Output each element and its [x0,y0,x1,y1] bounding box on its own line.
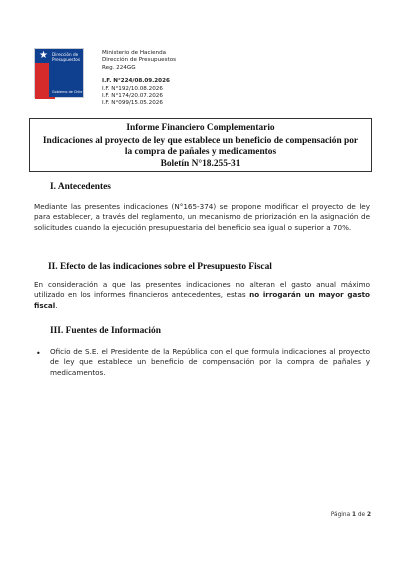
section-3-text: Oficio de S.E. el Presidente de la República con el que formula indicaciones al proyecto de ley que establece un beneficio de compensación por la compra de pañales y medicamentos. [50,347,370,377]
section-1-heading: I. Antecedentes [50,182,111,192]
title-line-3: Boletín N°18.255-31 [160,159,241,169]
page-number: Página 1 de 2 [330,512,371,518]
title-line-2: Indicaciones al proyecto de ley que establece un beneficio de compensación por la compra de pañales y medicamentos [42,136,359,157]
flag-mark [35,49,49,97]
logo-footer: Gobierno de Chile [52,90,83,94]
title-line-1: Informe Financiero Complementario [126,123,275,133]
logo-text-2: Presupuestos [52,57,80,62]
direction: Dirección de Presupuestos [102,57,177,64]
section-2-heading: II. Efecto de las indicaciones sobre el Presupuesto Fiscal [48,262,272,272]
dipres-logo [34,48,84,98]
ref-4: I.F. N°099/15.05.2026 [102,100,163,107]
section-2-text: En consideración a que las presentes indicaciones no alteran el gasto anual máximo utilizado en los informes financieros antecedentes, estas no irrogarán un mayor gasto fiscal. [34,280,370,310]
section-1-text: Mediante las presentes indicaciones (N°165-374) se propone modificar el proyecto de ley para establecer, a través del reglamento, un mecanismo de priorización en la asignación de solicitudes cuando la ejecución presupuestaria del beneficio sea igual o superior a 70%. [34,202,370,232]
title-box [29,118,372,172]
bullet-icon: • [36,349,41,358]
ref-3: I.F. N°174/20.07.2026 [102,93,163,100]
ref-2: I.F. N°192/10.08.2026 [102,85,163,92]
reg-number: Reg. 224GG [102,64,136,71]
section-3-heading: III. Fuentes de Información [50,326,161,336]
ministry: Ministerio de Hacienda [102,50,167,56]
logo-text-1: Dirección de [52,52,79,57]
no-gasto-emphasis: no irrogarán un mayor gasto fiscal [34,290,370,310]
star-icon: ★ [39,50,48,61]
ref-1: I.F. N°224/08.09.2026 [102,78,170,85]
header-meta [102,50,176,108]
